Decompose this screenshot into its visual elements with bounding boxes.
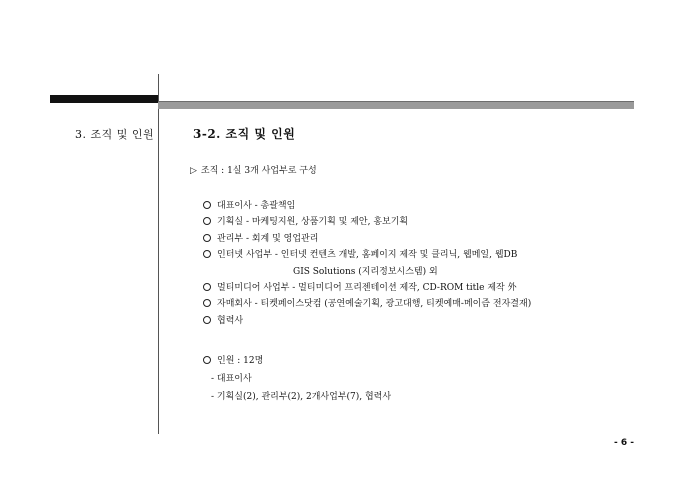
list-item: 협력사 (203, 313, 531, 329)
circle-bullet-icon (203, 201, 211, 209)
intro-line (190, 163, 317, 176)
list-item: 자매회사 - 티켓페이스닷컴 (공연예술기획, 광고대행, 티켓예매-메이즘 전자결재) (203, 296, 531, 312)
list-item: 멀티미디어 사업부 - 멀티미디어 프리젠테이션 제작, CD-ROM title 제작 外 (203, 280, 531, 296)
list-item: 기획실 - 마케팅지원, 상품기획 및 제안, 홍보기획 (203, 214, 531, 230)
staff-section (203, 352, 391, 406)
page-number: - 6 - (614, 438, 634, 448)
circle-bullet-icon (203, 316, 211, 324)
list-item-continuation: GIS Solutions (지리정보시스템) 외 (293, 266, 438, 277)
circle-bullet-icon (203, 217, 211, 225)
circle-bullet-icon (203, 356, 211, 364)
vertical-divider (158, 74, 159, 434)
circle-bullet-icon (203, 234, 211, 242)
circle-bullet-icon (203, 299, 211, 307)
staff-line: - 기획실(2), 관리부(2), 2개사업부(7), 협력사 (211, 392, 392, 402)
sidebar-section-label: 3. 조직 및 인원 (75, 128, 155, 141)
intro-text: 조직 : 1실 3개 사업부로 구성 (200, 166, 317, 176)
list-item: 인터넷 사업부 - 인터넷 컨텐츠 개발, 홈페이지 제작 및 클리닉, 웹메일, 웹DB (203, 247, 531, 263)
staff-line: - 대표이사 (211, 374, 252, 384)
list-item: 관리부 - 회계 및 영업관리 (203, 231, 531, 247)
triangle-marker-icon: ▷ (190, 166, 197, 176)
section-title: 3-2. 조직 및 인원 (193, 127, 296, 141)
header-bar-left (50, 95, 158, 103)
list-item: 대표이사 - 총괄책임 (203, 198, 531, 214)
staff-title: 인원 : 12명 (203, 352, 391, 370)
circle-bullet-icon (203, 250, 211, 258)
organization-list (203, 198, 531, 329)
circle-bullet-icon (203, 283, 211, 291)
header-bar-right (158, 101, 634, 109)
